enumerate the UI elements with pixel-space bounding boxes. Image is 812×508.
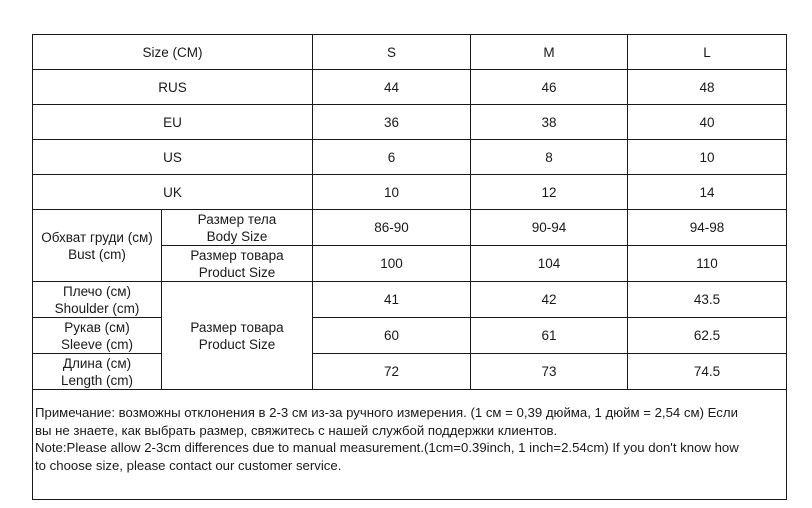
body-size-label-en: Body Size bbox=[206, 228, 268, 244]
note-en-line-2: to choose size, please contact our customer service. bbox=[35, 457, 342, 473]
row-label: UK bbox=[33, 175, 313, 210]
cell-value: 62.5 bbox=[628, 318, 787, 354]
length-label bbox=[33, 354, 162, 390]
shoulder-label-en: Shoulder (cm) bbox=[54, 300, 140, 316]
row-label: EU bbox=[33, 105, 313, 140]
table-row-rus bbox=[33, 70, 787, 105]
note-ru-line-1: Примечание: возможны отклонения в 2-3 см из-за ручного измерения. (1 см = 0,39 дюйма, 1 дюйм = 2,54 см) Если bbox=[35, 405, 738, 420]
row-label: US bbox=[33, 140, 313, 175]
shoulder-label bbox=[33, 282, 162, 318]
cell-value: 110 bbox=[628, 246, 787, 282]
shoulder-label-ru: Плечо (см) bbox=[63, 283, 131, 299]
bust-label bbox=[33, 210, 162, 282]
note-row bbox=[33, 390, 787, 500]
cell-value: 43.5 bbox=[628, 282, 787, 318]
cell-value: 44 bbox=[313, 70, 471, 105]
cell-value: 90-94 bbox=[471, 210, 628, 246]
cell-value: 104 bbox=[471, 246, 628, 282]
size-note bbox=[33, 390, 787, 500]
cell-value: 74.5 bbox=[628, 354, 787, 390]
cell-value: 10 bbox=[313, 175, 471, 210]
table-row-shoulder bbox=[33, 282, 787, 318]
table-row-us bbox=[33, 140, 787, 175]
length-label-en: Length (cm) bbox=[60, 372, 134, 388]
body-size-label-ru: Размер тела bbox=[197, 211, 277, 227]
note-ru-line-2: вы не знаете, как выбрать размер, свяжитесь с нашей службой поддержки клиентов. bbox=[35, 422, 558, 438]
cell-value: 36 bbox=[313, 105, 471, 140]
cell-value: 40 bbox=[628, 105, 787, 140]
cell-value: 48 bbox=[628, 70, 787, 105]
note-en-line-1: Note:Please allow 2-3cm differences due to manual measurement.(1cm=0.39inch, 1 inch=2.54cm) If you don't know how bbox=[35, 440, 739, 455]
cell-value: 42 bbox=[471, 282, 628, 318]
product-size-label bbox=[162, 246, 313, 282]
cell-value: 61 bbox=[471, 318, 628, 354]
product-size-label-ru: Размер товара bbox=[190, 247, 284, 263]
header-row bbox=[33, 35, 787, 70]
cell-value: 100 bbox=[313, 246, 471, 282]
table-row-bust-body bbox=[33, 210, 787, 246]
table-row-sleeve bbox=[33, 318, 787, 354]
row-label: RUS bbox=[33, 70, 313, 105]
sleeve-label-en: Sleeve (cm) bbox=[60, 336, 133, 352]
cell-value: 94-98 bbox=[628, 210, 787, 246]
product-measure-label bbox=[162, 282, 313, 390]
header-size-label: Size (CM) bbox=[33, 35, 313, 70]
table-row-length bbox=[33, 354, 787, 390]
cell-value: 73 bbox=[471, 354, 628, 390]
cell-value: 8 bbox=[471, 140, 628, 175]
table-row-eu bbox=[33, 105, 787, 140]
header-size-s: S bbox=[313, 35, 471, 70]
header-size-m: M bbox=[471, 35, 628, 70]
cell-value: 10 bbox=[628, 140, 787, 175]
table-row-uk bbox=[33, 175, 787, 210]
cell-value: 41 bbox=[313, 282, 471, 318]
cell-value: 60 bbox=[313, 318, 471, 354]
size-chart-table bbox=[32, 34, 787, 500]
product-size-label-en: Product Size bbox=[198, 264, 276, 280]
bust-label-ru: Обхват груди (см) bbox=[41, 229, 153, 245]
product-measure-label-ru: Размер товара bbox=[190, 319, 284, 335]
cell-value: 86-90 bbox=[313, 210, 471, 246]
body-size-label bbox=[162, 210, 313, 246]
cell-value: 72 bbox=[313, 354, 471, 390]
sleeve-label-ru: Рукав (см) bbox=[64, 319, 130, 335]
cell-value: 46 bbox=[471, 70, 628, 105]
cell-value: 14 bbox=[628, 175, 787, 210]
bust-label-en: Bust (cm) bbox=[68, 246, 126, 262]
cell-value: 38 bbox=[471, 105, 628, 140]
cell-value: 6 bbox=[313, 140, 471, 175]
product-measure-label-en: Product Size bbox=[198, 336, 276, 352]
length-label-ru: Длина (см) bbox=[62, 355, 132, 371]
sleeve-label bbox=[33, 318, 162, 354]
cell-value: 12 bbox=[471, 175, 628, 210]
header-size-l: L bbox=[628, 35, 787, 70]
